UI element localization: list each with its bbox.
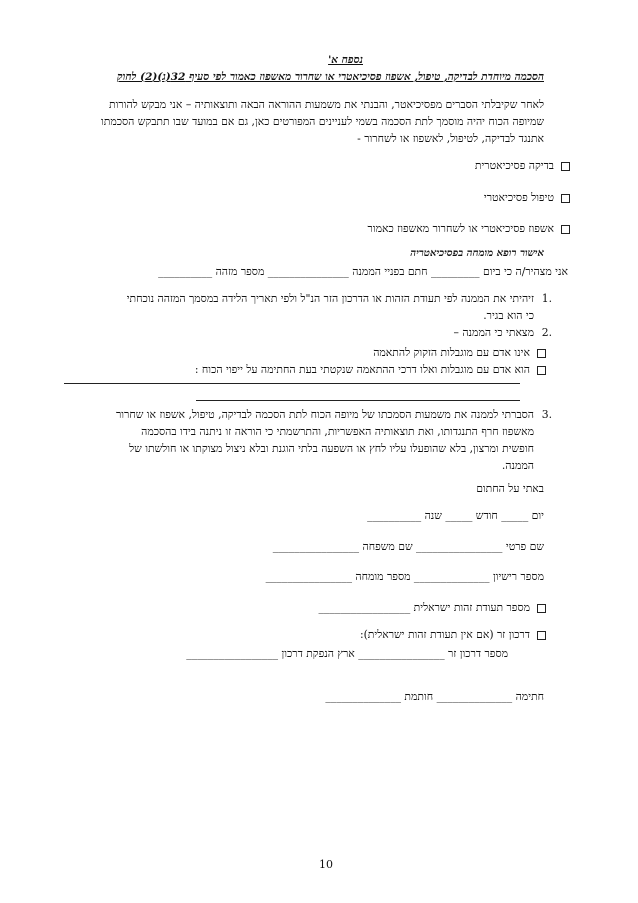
checkbox[interactable] [537, 349, 546, 358]
option-label: בדיקה פסיכיאטרית [474, 159, 554, 172]
page-number: 10 [319, 858, 333, 871]
option-psych-exam[interactable] [475, 159, 570, 172]
id-option[interactable] [318, 601, 546, 614]
signature-intro: באתי על החתום [476, 482, 544, 495]
checkbox[interactable] [561, 225, 570, 234]
item-1-line-1: זיהיתי את הממנה לפי תעודת הזהות או הדרכון הזר הנ"ל ולפי תאריך הלידה במסמך המזהה נוכחתי [126, 292, 534, 305]
appendix-title: נספח א' [328, 54, 363, 66]
checkbox[interactable] [537, 366, 546, 375]
section-heading: אישור רופא מומחה בפסיכיאטריה [410, 247, 544, 259]
reason-line-1[interactable] [64, 383, 520, 384]
name-field[interactable]: שם פרטי ________________ שם משפחה ________________ [272, 540, 544, 553]
item-2-option-2[interactable] [195, 363, 546, 376]
checkbox[interactable] [537, 631, 546, 640]
option-label: אשפוז פסיכיאטרי או לשחרור מאשפוז כאמור [367, 222, 554, 235]
signature-field[interactable]: חתימה ______________ חותמת ______________ [325, 690, 544, 703]
option-label: טיפול פסיכיאטרי [483, 191, 554, 204]
passport-option[interactable] [360, 628, 546, 641]
item-1-number: .1 [541, 292, 552, 305]
item-3-line-1: הסברתי לממנה את משמעות הסמכתו של מיופה הכוח לתת הסכמה לבדיקה, טיפול, אשפוז או שחרור [115, 408, 534, 421]
item-3-line-3: חופשית ומרצון, בלא שהופעלו עליו לחץ או השפעה בלתי הוגנת ובלא ניצול מצוקתו או חולשתו של [129, 442, 534, 455]
item-3-line-4: הממנה. [501, 459, 534, 472]
option-label: אינו אדם עם מוגבלות הזקוק להתאמה [373, 346, 530, 359]
option-label: הוא אדם עם מוגבלות ואלו דרכי ההתאמה שנקטתי בעת החתימה על ייפוי הכוח : [194, 363, 530, 376]
intro-line-3: אתנגד לבדיקה, לטיפול, לאשפוז או לשחרור - [357, 132, 544, 145]
intro-line-1: לאחר שקיבלתי הסברים מפסיכיאטר, והבנתי את משמעות ההוראה הבאה ותוצאותיה – אני מבקש להורות [109, 98, 544, 111]
option-hospitalization[interactable] [368, 222, 570, 235]
checkbox[interactable] [561, 194, 570, 203]
checkbox[interactable] [561, 162, 570, 171]
license-field[interactable]: מספר רישיון ______________ מספר מומחה ________________ [265, 570, 544, 583]
document-heading: הסכמה מיוחדת לבדיקה, טיפול, אשפוז פסיכיאטרי או שחרור מאשפוז כאמור לפי סעיף 32(ג)(2) לחוק [117, 71, 544, 83]
item-3-number: .3 [541, 408, 552, 421]
item-3-line-2: מאשפוז חרף התנגדותו, ואת תוצאותיה האפשריות, והתרשמתי כי הוראה זו ניתנה בידו בהסכמה [141, 425, 534, 438]
item-2-option-1[interactable] [373, 346, 546, 359]
passport-fields[interactable]: מספר דרכון זר ________________ ארץ הנפקת דרכון _________________ [186, 647, 508, 660]
declaration-line: אני מצהיר/ה כי ביום _________ חתם בפניי הממנה _______________ מספר מזהה __________ [158, 265, 568, 278]
option-label: דרכון זר (אם אין תעודת זהות ישראלית): [359, 628, 530, 641]
item-2-line-1: מצאתי כי הממנה – [453, 326, 534, 339]
checkbox[interactable] [537, 604, 546, 613]
item-2-number: .2 [541, 326, 552, 339]
option-label: מספר תעודת זהות ישראלית _________________ [318, 601, 530, 614]
option-psych-treatment[interactable] [484, 191, 570, 204]
reason-line-2[interactable] [196, 400, 520, 401]
date-field[interactable]: יום _____ חודש _____ שנה __________ [367, 509, 544, 522]
item-1-line-2: כי הוא בגיר. [483, 309, 534, 322]
intro-line-2: שמיופה הכוח יהיה מוסמך לתת הסכמה בשמי לעניינים המפורטים כאן, גם אם במועד שבו תתבקש הסכמתו [101, 115, 544, 128]
